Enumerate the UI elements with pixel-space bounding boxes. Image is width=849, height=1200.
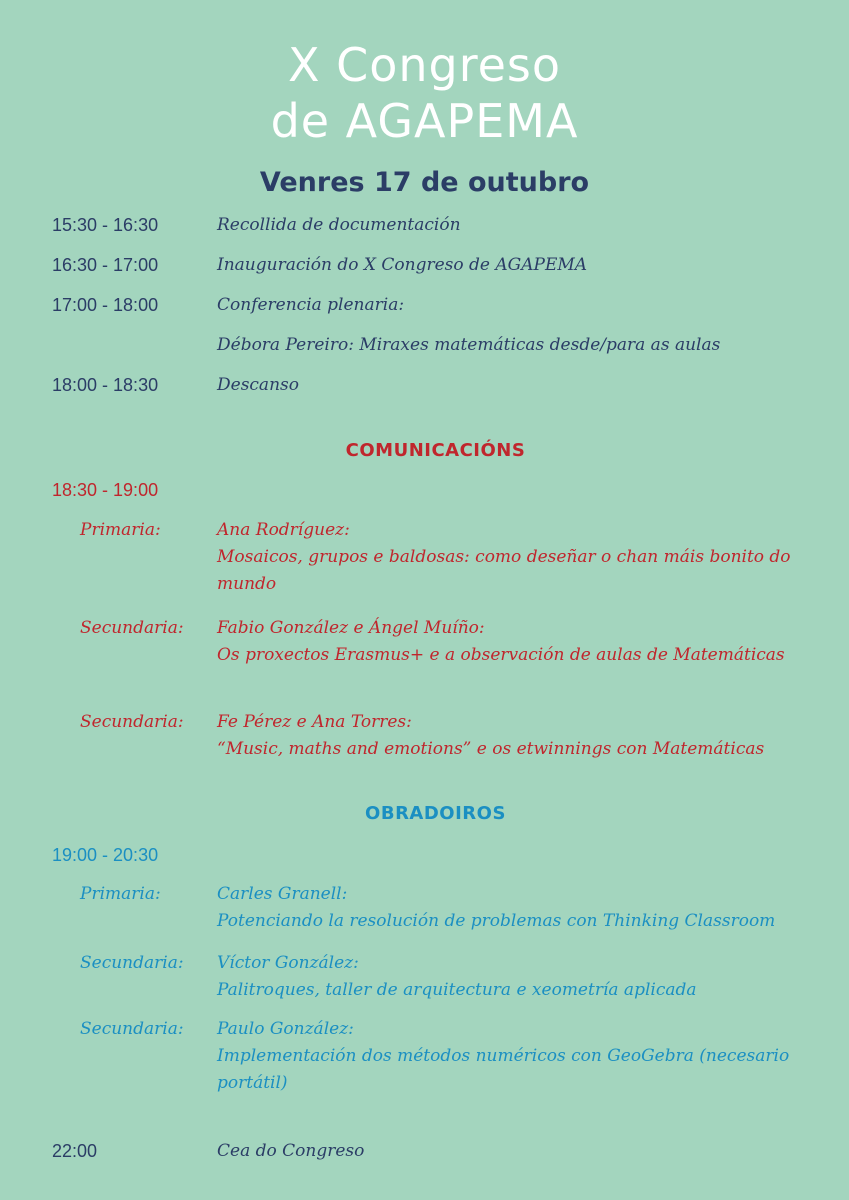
talk-title: “Music, maths and emotions” e os etwinnings con Matemáticas	[217, 739, 765, 759]
program-text: Débora Pereiro: Miraxes matemáticas desde/para as aulas	[217, 335, 721, 355]
program-time: 15:30 - 16:30	[52, 215, 159, 235]
dinner-text: Cea do Congreso	[217, 1141, 365, 1161]
talk-title: Mosaicos, grupos e baldosas: como deseñar o chan máis bonito do mundo	[217, 547, 791, 594]
program-time: 17:00 - 18:00	[52, 295, 159, 315]
level-label: Primaria:	[80, 520, 161, 540]
day-heading: Venres 17 de outubro	[259, 167, 590, 198]
author: Carles Granell:	[217, 884, 348, 904]
title-line-1: X Congreso	[287, 38, 562, 92]
author: Víctor González:	[217, 953, 359, 973]
level-label: Secundaria:	[80, 618, 184, 638]
level-label: Secundaria:	[80, 712, 184, 732]
author: Fabio González e Ángel Muíño:	[217, 618, 485, 638]
level-label: Secundaria:	[80, 1019, 184, 1039]
program-text: Descanso	[217, 375, 299, 395]
program-text: Recollida de documentación	[217, 215, 461, 235]
obradoiros-time: 19:00 - 20:30	[52, 845, 159, 865]
program-time: 18:00 - 18:30	[52, 375, 159, 395]
comunicacions-time: 18:30 - 19:00	[52, 480, 159, 500]
author: Fe Pérez e Ana Torres:	[217, 712, 412, 732]
author: Ana Rodríguez:	[217, 520, 350, 540]
dinner-time: 22:00	[52, 1141, 98, 1161]
program-time: 16:30 - 17:00	[52, 255, 159, 275]
title-line-2: de AGAPEMA	[270, 94, 579, 148]
obradoiros-heading: OBRADOIROS	[365, 803, 506, 824]
workshop-title: Implementación dos métodos numéricos con GeoGebra (necesario portátil)	[217, 1046, 790, 1093]
workshop-title: Potenciando la resolución de problemas con Thinking Classroom	[217, 911, 776, 931]
level-label: Primaria:	[80, 884, 161, 904]
program-text: Conferencia plenaria:	[217, 295, 405, 315]
program-text: Inauguración do X Congreso de AGAPEMA	[217, 255, 588, 275]
author: Paulo González:	[217, 1019, 354, 1039]
workshop-title: Palitroques, taller de arquitectura e xeometría aplicada	[217, 980, 697, 1000]
comunicacions-heading: COMUNICACIÓNS	[345, 440, 526, 461]
level-label: Secundaria:	[80, 953, 184, 973]
talk-title: Os proxectos Erasmus+ e a observación de aulas de Matemáticas	[217, 645, 785, 665]
